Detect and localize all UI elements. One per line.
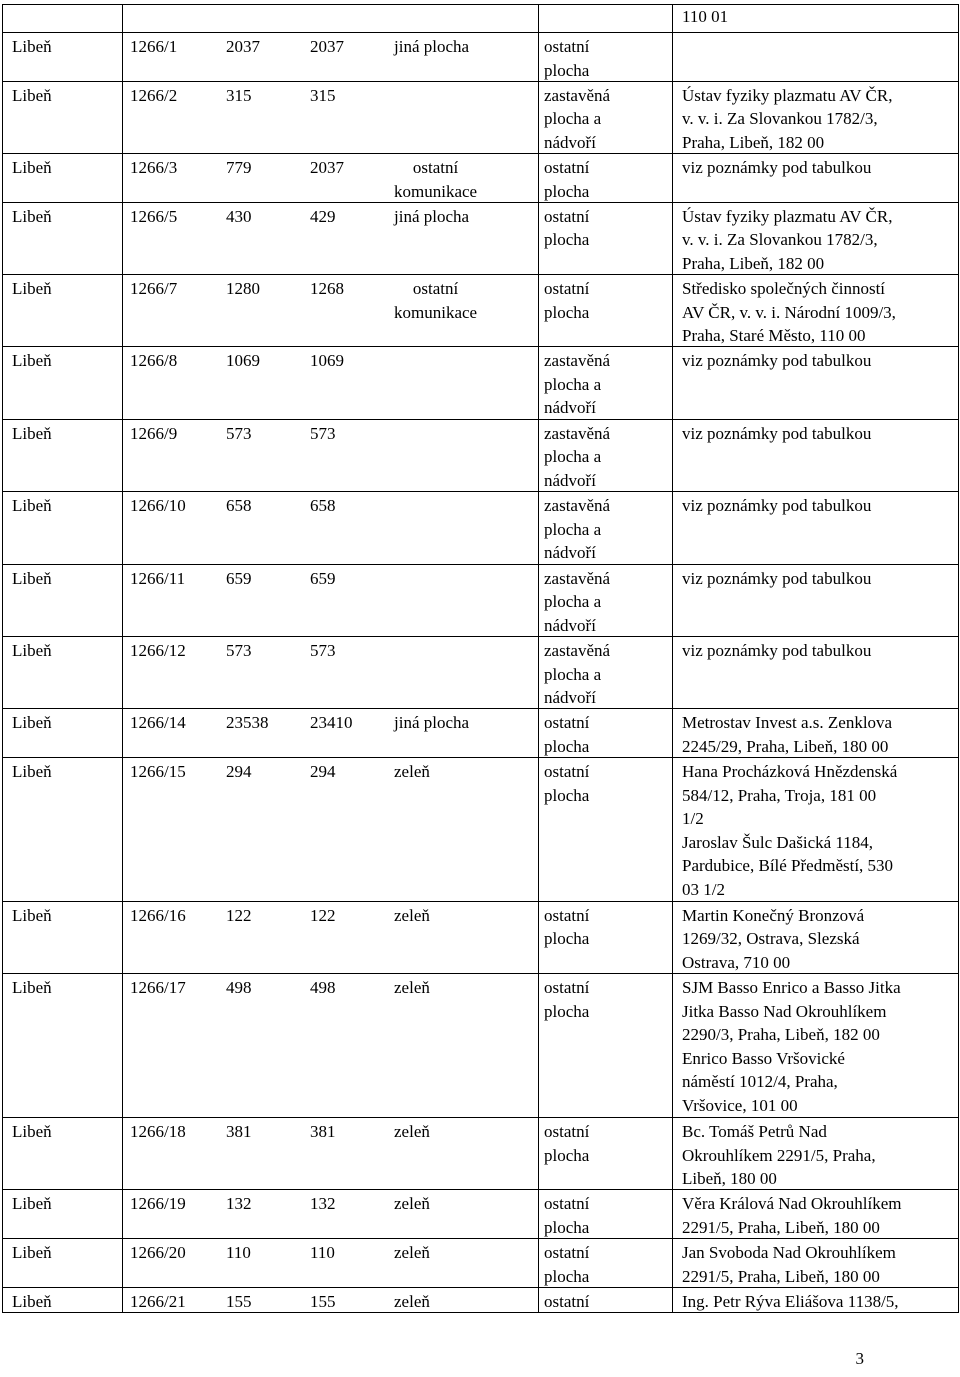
row-area-a: 294: [226, 762, 252, 781]
row-type-line: plocha a: [544, 592, 602, 612]
row-area-a: 1280: [226, 279, 260, 298]
row-owner-line: v. v. i. Za Slovankou 1782/3,: [682, 230, 878, 250]
row-owner-line: Praha, Staré Město, 110 00: [682, 326, 866, 345]
row-owner-line: Ing. Petr Rýva Eliášova 1138/5,: [682, 1291, 899, 1311]
row-owner-line: Praha, Libeň, 182 00: [682, 132, 825, 152]
row-divider: [2, 419, 958, 420]
row-area: Libeň: [12, 1122, 52, 1141]
row-owner-line: Libeň, 180 00: [682, 1169, 777, 1188]
row-parcel: 1266/17: [130, 978, 186, 998]
row-type-line: nádvoří: [544, 615, 596, 635]
row-area-b: 23410: [310, 713, 353, 733]
row-divider: [2, 1117, 958, 1118]
row-owner-line: 584/12, Praha, Troja, 181 00: [682, 785, 877, 805]
row-parcel: 1266/5: [130, 206, 178, 226]
row-area: Libeň: [12, 713, 52, 733]
row-divider: [2, 81, 958, 82]
row-type: [544, 205, 589, 252]
row-type-line: plocha a: [544, 519, 602, 539]
row-type-line: plocha: [544, 60, 590, 80]
column-divider: [958, 4, 959, 1313]
row-type-line: plocha: [544, 929, 590, 949]
row-owner-line: Ostrava, 710 00: [682, 952, 791, 972]
row-divider: [2, 274, 958, 275]
row-area-b: 294: [310, 762, 336, 781]
row-area-a: 381: [226, 1122, 252, 1141]
row-area-b: 315: [310, 85, 336, 105]
row-type-line: zastavěná: [544, 85, 611, 105]
row-area: Libeň: [12, 1243, 52, 1262]
row-area: Libeň: [12, 423, 52, 443]
row-area-b: 132: [310, 1194, 336, 1214]
row-type: [544, 1192, 589, 1239]
row-use-line: komunikace: [394, 181, 478, 201]
row-type-line: plocha: [544, 230, 590, 250]
row-owner-line: Okrouhlíkem 2291/5, Praha,: [682, 1145, 876, 1165]
row-divider: [2, 973, 958, 974]
top-continuation: 110 01: [682, 7, 729, 26]
row-divider: [2, 757, 958, 758]
row-area-a: 573: [226, 641, 252, 660]
row-type-line: ostatní: [544, 279, 590, 298]
row-owner: [682, 349, 871, 373]
row-area-a: 498: [226, 978, 252, 998]
row-type-line: ostatní: [544, 206, 590, 226]
row-area-a: 2037: [226, 37, 260, 56]
row-parcel: 1266/7: [130, 279, 178, 298]
column-divider: [122, 4, 123, 1313]
row-area: Libeň: [12, 85, 52, 105]
row-area-a: 1069: [226, 351, 260, 371]
row-use: jiná plocha: [394, 206, 470, 226]
row-owner-line: viz poznámky pod tabulkou: [682, 351, 872, 371]
row-type-line: plocha: [544, 736, 590, 756]
row-owner: [682, 84, 892, 155]
row-owner: [682, 205, 892, 276]
row-type-line: ostatní: [544, 1243, 590, 1262]
row-parcel: 1266/1: [130, 37, 178, 56]
row-type-line: plocha a: [544, 374, 602, 394]
row-type: [544, 156, 589, 203]
row-owner: [682, 1192, 902, 1239]
row-area: Libeň: [12, 496, 52, 516]
row-type-line: plocha a: [544, 109, 602, 129]
row-owner-line: Praha, Libeň, 182 00: [682, 253, 825, 273]
row-owner: [682, 976, 901, 1117]
row-divider: [2, 153, 958, 154]
row-type-line: nádvoří: [544, 543, 596, 563]
row-divider: [2, 1189, 958, 1190]
row-area: Libeň: [12, 279, 52, 298]
row-owner-line: náměstí 1012/4, Praha,: [682, 1072, 838, 1092]
row-type: [544, 639, 610, 710]
row-type: [544, 1241, 589, 1288]
row-area-a: 110: [226, 1243, 251, 1262]
row-owner-line: viz poznámky pod tabulkou: [682, 496, 872, 516]
row-owner-line: 2245/29, Praha, Libeň, 180 00: [682, 736, 889, 756]
row-owner-line: Enrico Basso Vršovické: [682, 1048, 845, 1068]
column-divider: [2, 4, 3, 1313]
row-owner-line: 1/2: [682, 809, 704, 828]
row-type-line: nádvoří: [544, 470, 596, 490]
row-parcel: 1266/21: [130, 1291, 186, 1311]
row-area: Libeň: [12, 905, 52, 925]
row-divider: [2, 564, 958, 565]
row-parcel: 1266/14: [130, 713, 186, 733]
row-use: zeleň: [394, 1243, 430, 1262]
row-type-line: ostatní: [544, 762, 590, 781]
row-area: Libeň: [12, 351, 52, 371]
row-type-line: plocha: [544, 1217, 590, 1237]
row-parcel: 1266/12: [130, 641, 186, 660]
row-owner-line: Jaroslav Šulc Dašická 1184,: [682, 832, 874, 852]
row-type-line: nádvoří: [544, 132, 596, 152]
row-type: [544, 277, 589, 324]
row-owner: [682, 711, 892, 758]
row-type: [544, 904, 589, 951]
row-divider: [2, 1287, 958, 1288]
row-area-b: 381: [310, 1122, 336, 1141]
row-divider: [2, 346, 958, 347]
row-owner: [682, 494, 871, 518]
row-type: [544, 35, 589, 82]
row-type-line: plocha a: [544, 664, 602, 684]
row-owner-line: Metrostav Invest a.s. Zenklova: [682, 713, 893, 733]
row-type: [544, 422, 610, 493]
row-divider: [2, 491, 958, 492]
row-type-line: ostatní: [544, 713, 590, 733]
row-use-line: ostatní: [412, 279, 459, 298]
row-use: [394, 156, 477, 203]
row-type-line: zastavěná: [544, 423, 611, 443]
row-area: Libeň: [12, 206, 52, 226]
row-area-a: 779: [226, 158, 252, 177]
row-use-line: komunikace: [394, 302, 478, 322]
column-divider: [672, 4, 673, 1313]
row-area-a: 155: [226, 1291, 252, 1311]
row-type-line: ostatní: [544, 37, 590, 56]
row-owner-line: AV ČR, v. v. i. Národní 1009/3,: [682, 302, 896, 322]
row-use-line: ostatní: [412, 158, 459, 177]
row-type-line: nádvoří: [544, 688, 596, 707]
row-divider: [2, 4, 958, 5]
row-divider: [2, 901, 958, 902]
row-parcel: 1266/10: [130, 496, 186, 516]
row-area: Libeň: [12, 37, 52, 56]
row-area-b: 155: [310, 1291, 336, 1311]
row-type-line: plocha: [544, 302, 590, 322]
row-owner-line: viz poznámky pod tabulkou: [682, 568, 872, 588]
row-area: Libeň: [12, 1291, 52, 1311]
row-type-line: ostatní: [544, 905, 590, 925]
row-parcel: 1266/11: [130, 568, 186, 588]
row-owner-line: viz poznámky pod tabulkou: [682, 158, 872, 177]
row-owner-line: 2291/5, Praha, Libeň, 180 00: [682, 1266, 880, 1286]
row-use: zeleň: [394, 762, 430, 781]
row-owner: [682, 1120, 876, 1191]
row-type-line: ostatní: [544, 1122, 590, 1141]
row-type: [544, 760, 589, 807]
row-use: zeleň: [394, 1122, 430, 1141]
row-divider: [2, 1238, 958, 1239]
row-type: [544, 1120, 589, 1167]
row-owner-line: v. v. i. Za Slovankou 1782/3,: [682, 109, 878, 129]
row-area-a: 122: [226, 905, 252, 925]
row-type: [544, 711, 589, 758]
row-divider: [2, 32, 958, 33]
row-parcel: 1266/8: [130, 351, 178, 371]
row-owner: [682, 904, 864, 975]
row-type-line: plocha: [544, 785, 590, 805]
row-area-b: 122: [310, 905, 336, 925]
row-owner-line: 2290/3, Praha, Libeň, 182 00: [682, 1025, 880, 1045]
row-owner-line: SJM Basso Enrico a Basso Jitka: [682, 978, 901, 998]
row-area: Libeň: [12, 568, 52, 588]
row-type-line: zastavěná: [544, 351, 611, 371]
row-area: Libeň: [12, 762, 52, 781]
row-area-b: 2037: [310, 158, 344, 177]
row-area-b: 659: [310, 568, 336, 588]
row-owner: [682, 1290, 899, 1314]
row-owner-line: Jitka Basso Nad Okrouhlíkem: [682, 1001, 887, 1021]
row-type: [544, 1290, 589, 1314]
row-area-a: 315: [226, 85, 252, 105]
row-area-b: 1268: [310, 279, 344, 298]
row-area-b: 2037: [310, 37, 344, 56]
row-type-line: plocha: [544, 181, 590, 201]
row-use: zeleň: [394, 1291, 430, 1311]
row-area-b: 429: [310, 206, 336, 226]
row-area-a: 132: [226, 1194, 252, 1214]
row-type-line: plocha: [544, 1266, 590, 1286]
row-parcel: 1266/19: [130, 1194, 186, 1214]
row-area-b: 573: [310, 423, 336, 443]
column-divider: [538, 4, 539, 1313]
row-owner-line: Ústav fyziky plazmatu AV ČR,: [682, 206, 893, 226]
page-number: 3: [855, 1349, 864, 1368]
row-owner: [682, 760, 897, 901]
row-divider: [2, 708, 958, 709]
row-use: zeleň: [394, 978, 430, 998]
row-owner-line: Hana Procházková Hnězdenská: [682, 762, 898, 781]
row-parcel: 1266/20: [130, 1243, 186, 1262]
row-owner: [682, 277, 896, 348]
row-owner-line: Bc. Tomáš Petrů Nad: [682, 1122, 827, 1141]
row-use: zeleň: [394, 1194, 430, 1214]
row-owner-line: viz poznámky pod tabulkou: [682, 641, 872, 660]
row-area-b: 498: [310, 978, 336, 998]
row-type: [544, 84, 610, 155]
row-area-b: 110: [310, 1243, 335, 1262]
row-use: [394, 277, 477, 324]
row-owner-line: Martin Konečný Bronzová: [682, 905, 865, 925]
row-owner-line: 2291/5, Praha, Libeň, 180 00: [682, 1217, 880, 1237]
row-owner-line: Ústav fyziky plazmatu AV ČR,: [682, 85, 893, 105]
row-type: [544, 567, 610, 638]
row-type-line: ostatní: [544, 1291, 590, 1311]
row-type-line: ostatní: [544, 1194, 590, 1214]
row-owner: [682, 1241, 896, 1288]
row-owner: [682, 567, 871, 591]
row-area-a: 430: [226, 206, 252, 226]
row-owner-line: 03 1/2: [682, 879, 725, 899]
row-type-line: plocha: [544, 1145, 590, 1165]
row-owner: [682, 156, 871, 180]
row-owner-line: Věra Králová Nad Okrouhlíkem: [682, 1194, 902, 1214]
row-divider: [2, 636, 958, 637]
row-type: [544, 494, 610, 565]
row-owner-line: Vršovice, 101 00: [682, 1095, 798, 1115]
row-type-line: zastavěná: [544, 641, 611, 660]
row-parcel: 1266/18: [130, 1122, 186, 1141]
row-parcel: 1266/3: [130, 158, 178, 177]
row-area: Libeň: [12, 641, 52, 660]
row-area-a: 23538: [226, 713, 269, 733]
row-divider: [2, 202, 958, 203]
row-parcel: 1266/16: [130, 905, 186, 925]
row-owner-line: 1269/32, Ostrava, Slezská: [682, 929, 860, 949]
row-owner-line: Středisko společných činností: [682, 279, 886, 298]
row-type-line: nádvoří: [544, 398, 596, 418]
row-type: [544, 349, 610, 420]
row-owner-line: Jan Svoboda Nad Okrouhlíkem: [682, 1243, 896, 1262]
row-area-b: 658: [310, 496, 336, 516]
row-area: Libeň: [12, 158, 52, 177]
row-use: jiná plocha: [394, 713, 470, 733]
row-area-b: 1069: [310, 351, 344, 371]
row-area-b: 573: [310, 641, 336, 660]
row-parcel: 1266/2: [130, 85, 178, 105]
row-area: Libeň: [12, 1194, 52, 1214]
row-owner: [682, 639, 871, 663]
row-area-a: 659: [226, 568, 252, 588]
row-type: [544, 976, 589, 1023]
row-area-a: 573: [226, 423, 252, 443]
row-divider: [2, 1312, 958, 1313]
row-use: jiná plocha: [394, 37, 470, 56]
row-type-line: ostatní: [544, 978, 590, 998]
row-type-line: plocha: [544, 1001, 590, 1021]
row-type-line: plocha a: [544, 447, 602, 467]
row-type-line: zastavěná: [544, 568, 611, 588]
row-area: Libeň: [12, 978, 52, 998]
row-area-a: 658: [226, 496, 252, 516]
row-type-line: zastavěná: [544, 496, 611, 516]
row-parcel: 1266/9: [130, 423, 178, 443]
row-parcel: 1266/15: [130, 762, 186, 781]
row-use: zeleň: [394, 905, 430, 925]
row-type-line: ostatní: [544, 158, 590, 177]
row-owner-line: viz poznámky pod tabulkou: [682, 423, 872, 443]
row-owner: [682, 422, 871, 446]
row-owner-line: Pardubice, Bílé Předměstí, 530: [682, 856, 894, 875]
